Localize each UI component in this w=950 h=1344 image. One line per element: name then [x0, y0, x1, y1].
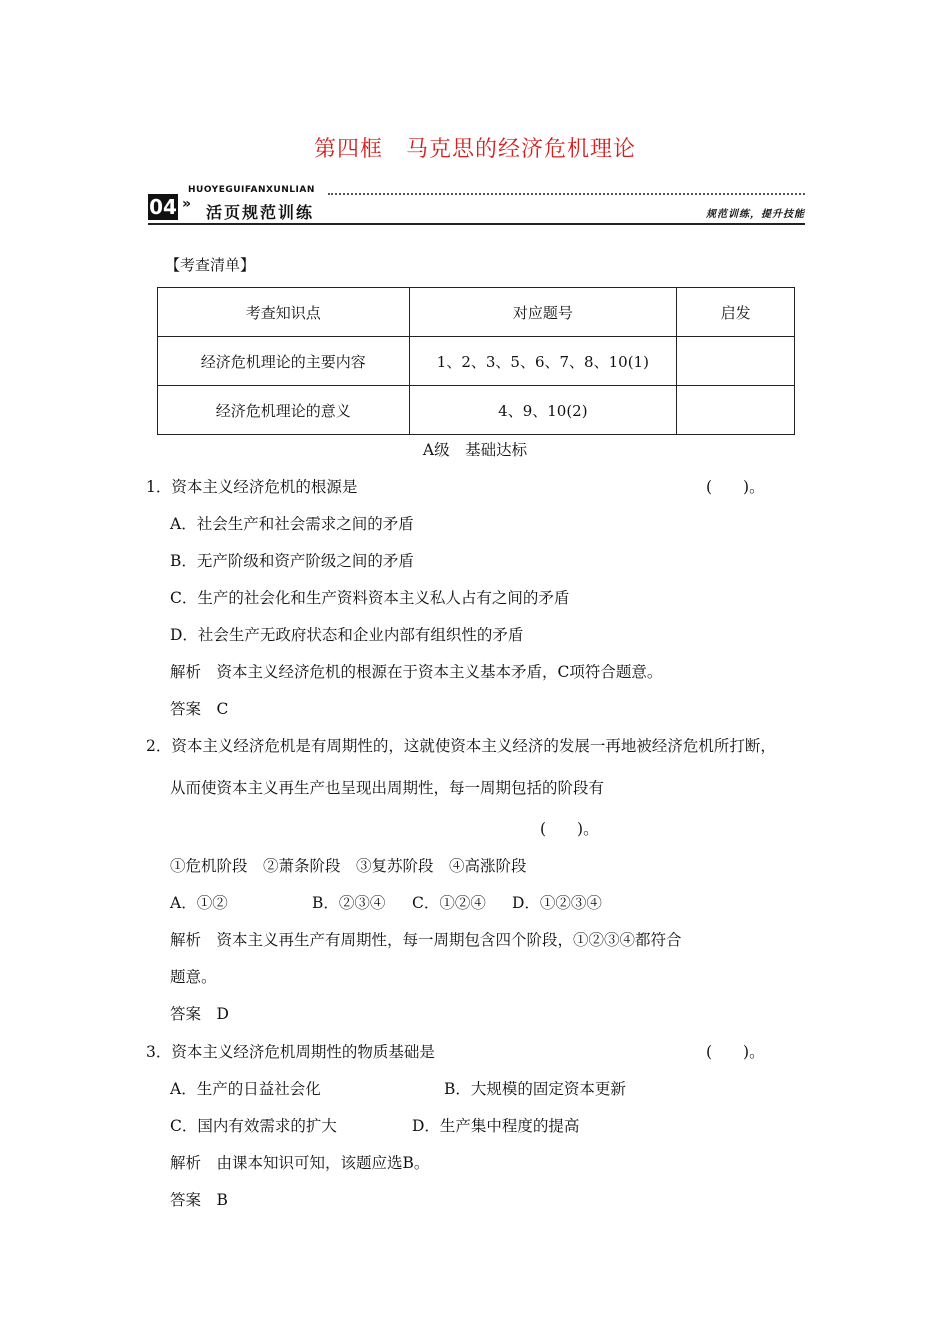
- option: C．生产的社会化和生产资料资本主义私人占有之间的矛盾: [170, 589, 570, 607]
- banner-pinyin: HUOYEGUIFANXUNLIAN: [188, 185, 315, 195]
- banner-slogan: 规范训练，提升技能: [706, 209, 805, 220]
- table-cell: [677, 337, 795, 386]
- option: A．①②: [170, 894, 228, 912]
- double-chevron-icon: »: [182, 196, 192, 212]
- option: D．①②③④: [512, 894, 602, 912]
- analysis: 解析 资本主义经济危机的根源在于资本主义基本矛盾，C项符合题意。: [170, 663, 663, 681]
- banner-number: 04: [149, 195, 177, 219]
- option: B．无产阶级和资产阶级之间的矛盾: [170, 552, 414, 570]
- option: A．社会生产和社会需求之间的矛盾: [170, 515, 414, 533]
- item-list: ①危机阶段 ②萧条阶段 ③复苏阶段 ④高涨阶段: [170, 857, 527, 875]
- question-stem: 2．资本主义经济危机是有周期性的，这就使资本主义经济的发展一再地被经济危机所打断，: [146, 737, 776, 755]
- table-header-row: [158, 288, 795, 337]
- table-cell: [677, 386, 795, 435]
- level-heading: A级 基础达标: [422, 441, 528, 459]
- table-header: 对应题号: [409, 288, 677, 337]
- answer-bracket: ( )。: [706, 478, 765, 496]
- option: C．①②④: [412, 894, 486, 912]
- table-header: 启发: [677, 288, 795, 337]
- section-banner: [148, 186, 805, 228]
- option: D．社会生产无政府状态和企业内部有组织性的矛盾: [170, 626, 524, 644]
- analysis: 解析 资本主义再生产有周期性，每一周期包含四个阶段，①②③④都符合: [170, 931, 682, 949]
- analysis-continued: 题意。: [170, 968, 217, 986]
- table-row: [158, 386, 795, 435]
- banner-label: 活页规范训练: [206, 203, 315, 222]
- option: C．国内有效需求的扩大: [170, 1117, 337, 1135]
- banner-underline: [148, 223, 805, 225]
- answer: 答案 D: [170, 1005, 229, 1023]
- table-cell: 1、2、3、5、6、7、8、10(1): [409, 337, 677, 386]
- option: D．生产集中程度的提高: [412, 1117, 580, 1135]
- option: B．大规模的固定资本更新: [444, 1080, 626, 1098]
- table-cell: 4、9、10(2): [409, 386, 677, 435]
- table-cell: 经济危机理论的主要内容: [158, 337, 410, 386]
- table-header: 考查知识点: [158, 288, 410, 337]
- banner-dotted-rule: [328, 193, 805, 195]
- table-row: [158, 337, 795, 386]
- page-title: 第四框 马克思的经济危机理论: [313, 137, 636, 162]
- answer-bracket: ( )。: [540, 820, 599, 838]
- answer: 答案 B: [170, 1191, 228, 1209]
- analysis: 解析 由课本知识可知，该题应选B。: [170, 1154, 430, 1172]
- answer: 答案 C: [170, 700, 229, 718]
- question-stem-continued: 从而使资本主义再生产也呈现出周期性，每一周期包括的阶段有: [170, 779, 605, 797]
- option: B．②③④: [312, 894, 386, 912]
- option: A．生产的日益社会化: [170, 1080, 321, 1098]
- table-cell: 经济危机理论的意义: [158, 386, 410, 435]
- question-stem: 1．资本主义经济危机的根源是: [146, 478, 358, 496]
- checklist-label: 【考查清单】: [165, 256, 256, 274]
- question-stem: 3．资本主义经济危机周期性的物质基础是: [146, 1043, 435, 1061]
- checklist-table: [157, 287, 795, 435]
- answer-bracket: ( )。: [706, 1043, 765, 1061]
